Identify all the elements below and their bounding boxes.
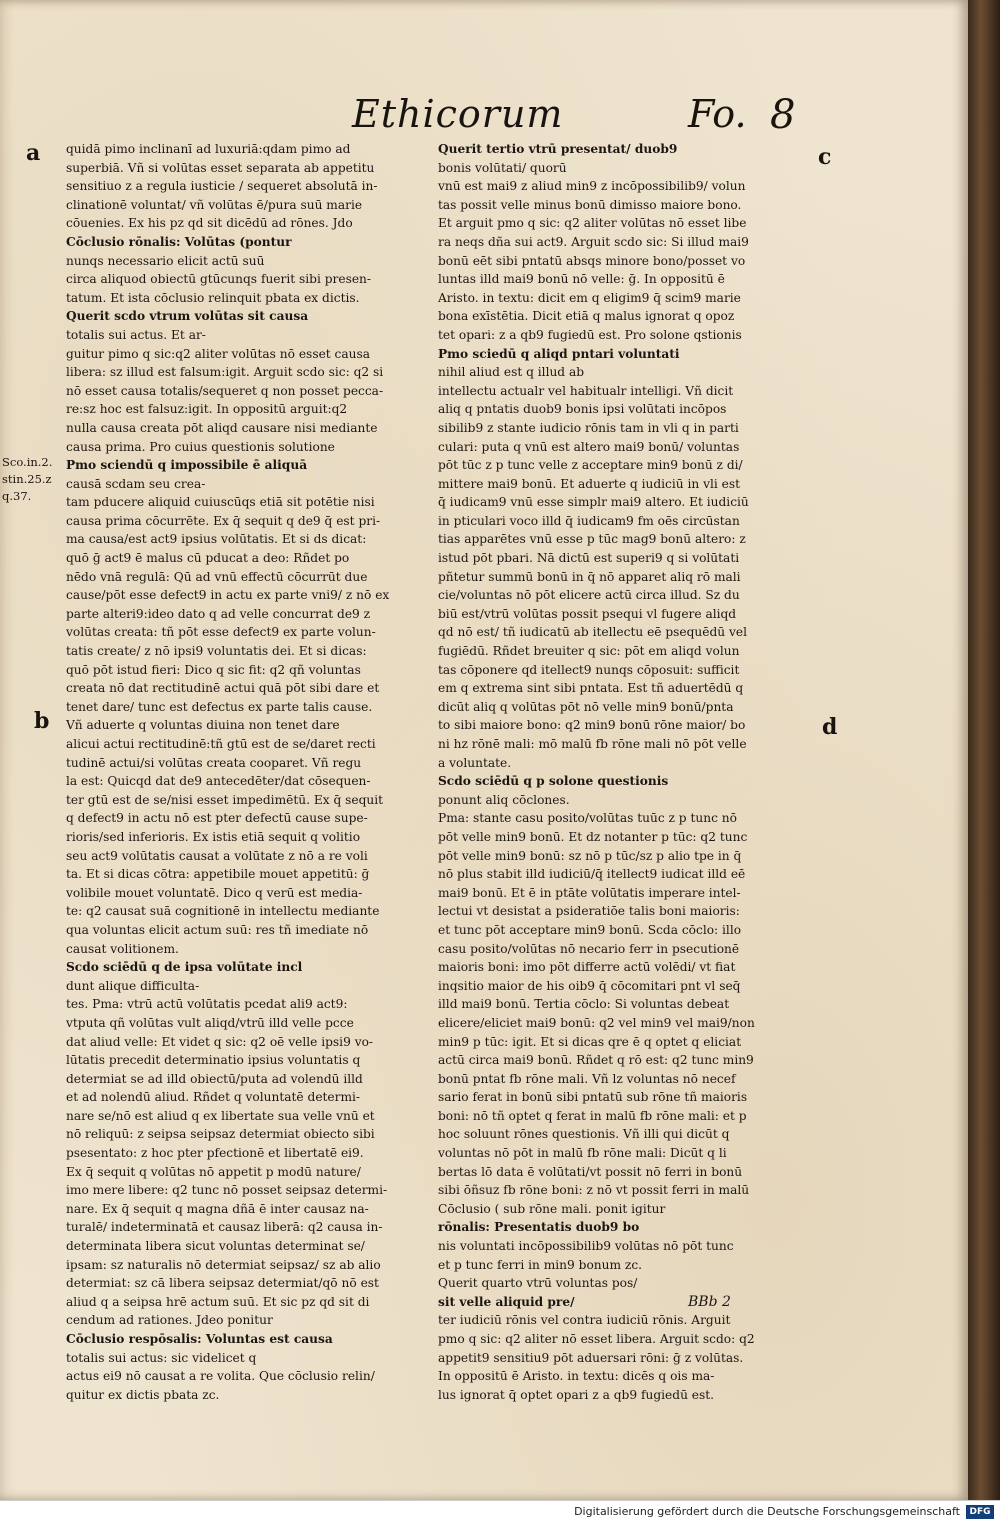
text-line: tenet dare/ tunc est defectus ex parte talis cause. <box>66 699 373 714</box>
text-line: alicui actui rectitudinē:tñ gtū est de se/daret recti <box>66 737 376 751</box>
text-line: quitur ex dictis pbata zc. <box>66 1387 220 1402</box>
text-line: ni hz rōnē mali: mō malū fb rōne mali nō pōt velle <box>438 737 747 751</box>
text-line: pōt velle min9 bonū. Et dz notanter p tūc: q2 tunc <box>438 829 748 844</box>
text-line: lus ignorat q̄ optet opari z a qb9 fugiedū est. <box>438 1387 715 1402</box>
text-line: pñtetur summū bonū in q̄ nō apparet aliq rō mali <box>438 569 741 584</box>
text-line: causat volitionem. <box>66 941 179 956</box>
text-line: nulla causa creata pōt aliqd causare nisi mediante <box>66 420 378 435</box>
text-line: sensitiuo z a regula iusticie / sequeret absolutā in- <box>66 179 378 194</box>
margin-note-line: stin.25.z <box>2 472 52 486</box>
text-line: Ex q̄ sequit q volūtas nō appetit p modū nature/ <box>66 1164 361 1179</box>
text-line: ter iudiciū rōnis vel contra iudiciū rōnis. Arguit <box>438 1313 731 1328</box>
text-line: et tunc pōt acceptare min9 bonū. Scda cōclo: illo <box>438 922 742 937</box>
text-line: tas possit velle minus bonū dimisso maiore bono. <box>438 197 742 212</box>
folio-number: 8 <box>770 92 796 138</box>
margin-note-line: Sco.in.2. <box>2 455 53 469</box>
text-line: vtputa qñ volūtas vult aliqd/vtrū illd velle pcce <box>66 1015 354 1030</box>
text-line: fugiēdū. Rñdet breuiter q sic: pōt em aliqd volun <box>438 644 740 659</box>
text-line: Querit scdo vtrum volūtas sit causa <box>66 309 309 324</box>
text-line: psesentato: z hoc pter pfectionē et libertatē ei9. <box>66 1146 364 1161</box>
text-line: totalis sui actus. Et ar- <box>66 327 206 342</box>
text-line: nēdo vnā regulā: Qū ad vnū effectū cōcurrūt due <box>66 569 368 584</box>
text-line: ipsam: sz naturalis nō determiat seipsaz/ sz ab alio <box>66 1257 381 1272</box>
text-line: Aristo. in textu: dicit em q eligim9 q̄ scim9 marie <box>438 290 741 305</box>
text-line: Cōclusio ( sub rōne mali. ponit igitur <box>438 1201 666 1216</box>
text-line: Querit tertio vtrū presentat/ duob9 <box>438 142 678 156</box>
text-line: mai9 bonū. Et ē in ptāte volūtatis imperare intel- <box>438 885 741 900</box>
text-line: determiat: sz cā libera seipsaz determiat/qō nō est <box>66 1276 379 1291</box>
text-line: ter gtū est de se/nisi esset impedimētū. Ex q̄ sequit <box>66 792 384 807</box>
text-line: totalis sui actus: sic videlicet q <box>66 1350 257 1365</box>
text-line: a voluntate. <box>438 755 512 770</box>
text-line: cōuenies. Ex his pz qd sit dicēdū ad rōnes. Jdo <box>66 216 353 231</box>
text-line: dat aliud velle: Et videt q sic: q2 oē velle ipsi9 vo- <box>66 1034 374 1049</box>
dfg-logo: DFG <box>966 1505 994 1519</box>
text-line: determiat se ad illd obiectū/puta ad volendū illd <box>66 1071 363 1086</box>
text-line: sibi ōñsuz fb rōne boni: z nō vt possit ferri in malū <box>438 1183 750 1198</box>
text-line: et p tunc ferri in min9 bonum zc. <box>438 1257 643 1272</box>
text-line: lūtatis precedit determinatio ipsius voluntatis q <box>66 1053 361 1068</box>
folio-label: Fo. <box>688 92 747 136</box>
text-line: intellectu actualr vel habitualr intelligi. Vñ dicit <box>438 383 734 398</box>
text-line: Pmo sciendū q impossibile ē aliquā <box>66 458 308 473</box>
running-head-title: Ethicorum <box>352 92 564 136</box>
margin-note <box>2 454 62 505</box>
text-line: nō esset causa totalis/sequeret q non posset pecca- <box>66 383 384 398</box>
text-line: bertas lō data ē volūtati/vt possit nō ferri in bonū <box>438 1164 743 1179</box>
text-line: voluntas nō pōt in malū fb rōne mali: Dicūt q li <box>438 1146 727 1161</box>
text-line: dunt alique difficulta- <box>66 978 200 993</box>
section-marker-c: c <box>818 144 832 170</box>
text-line: pōt velle min9 bonū: sz nō p tūc/sz p alio tpe in q̄ <box>438 848 742 863</box>
text-line: turalē/ indeterminatā et causaz liberā: q2 causa in- <box>66 1220 383 1235</box>
text-line: bonū eēt sibi pntatū absqs minore bono/posset vo <box>438 253 746 268</box>
text-line: in pticulari voco illd q̄ iudicam9 fm oēs circūstan <box>438 513 740 528</box>
text-line: Querit quarto vtrū voluntas pos/ <box>438 1276 638 1291</box>
text-line: ma causa/est act9 ipsius volūtatis. Et si ds dicat: <box>66 532 367 547</box>
text-line: q̄ iudicam9 vnū esse simplr mai9 altero. Et iudiciū <box>438 495 749 510</box>
text-line: qua voluntas elicit actum suū: res tñ imediate nō <box>66 922 369 937</box>
section-marker-b: b <box>34 708 50 734</box>
text-line: libera: sz illud est falsum:igit. Arguit scdo sic: q2 si <box>66 365 384 380</box>
footer-credit: Digitalisierung gefördert durch die Deutsche Forschungsgemeinschaft <box>574 1505 960 1518</box>
text-line: elicere/eliciet mai9 bonū: q2 vel min9 vel mai9/non <box>438 1015 755 1030</box>
text-line: inqsitio maior de his oib9 q̄ cōcomitari pnt vl seq̄ <box>438 978 741 993</box>
text-line: maioris boni: imo pōt differre actū volēdi/ vt fiat <box>438 960 736 975</box>
margin-note-line: q.37. <box>2 489 32 503</box>
text-line: bonis volūtati/ quorū <box>438 160 567 175</box>
text-line: imo mere libere: q2 tunc nō posset seipsaz determi- <box>66 1183 388 1198</box>
text-line: em q extrema sint sibi pntata. Est tñ aduertēdū q <box>438 681 744 696</box>
text-line: causā scdam seu crea- <box>66 476 206 491</box>
text-line: Vñ aduerte q voluntas diuina non tenet dare <box>66 718 340 733</box>
text-line: volibile mouet voluntatē. Dico q verū est media- <box>66 885 363 900</box>
text-line: ta. Et si dicas cōtra: appetibile mouet appetitū: ḡ <box>66 867 370 882</box>
text-line: illd mai9 bonū. Tertia cōclo: Si voluntas debeat <box>438 997 730 1012</box>
text-line: ponunt aliq cōclones. <box>438 792 570 807</box>
left-text-column <box>66 140 434 1404</box>
text-line: quidā pimo inclinanī ad luxuriā:qdam pimo ad <box>66 142 351 156</box>
text-line: bona exīstētia. Dicit etiā q malus ignorat q opoz <box>438 309 735 324</box>
text-line: Et arguit pmo q sic: q2 aliter volūtas nō esset libe <box>438 216 747 231</box>
text-line: nare. Ex q̄ sequit q magna dñā ē inter causaz na- <box>66 1201 369 1216</box>
text-line: tas cōponere qd itellect9 nunqs cōposuit: sufficit <box>438 662 740 677</box>
text-line: volūtas creata: tñ pōt esse defect9 ex parte volun- <box>66 625 376 640</box>
text-line: nihil aliud est q illud ab <box>438 365 585 380</box>
text-line: Scdo sciēdū q de ipsa volūtate incl <box>66 960 303 975</box>
text-line: aliq q pntatis duob9 bonis ipsi volūtati incōpos <box>438 402 727 417</box>
text-line: nis voluntati incōpossibilib9 volūtas nō pōt tunc <box>438 1239 734 1254</box>
text-line: aliud q a seipsa hrē actum suū. Et sic pz qd sit di <box>66 1294 370 1309</box>
text-line: tam pducere aliquid cuiuscūqs etiā sit potētie nisi <box>66 495 375 510</box>
signature-mark: BBb 2 <box>688 1294 731 1310</box>
text-line: Cōclusio rōnalis: Volūtas (pontur <box>66 234 292 249</box>
right-text-column <box>438 140 802 1404</box>
text-line: sit velle aliquid pre/ <box>438 1294 575 1309</box>
text-line: to sibi maiore bono: q2 min9 bonū rōne maior/ bo <box>438 718 746 733</box>
text-line: te: q2 causat suā cognitionē in intellectu mediante <box>66 904 380 919</box>
text-line: causa prima cōcurrēte. Ex q̄ sequit q de9 q̄ est pri- <box>66 513 381 528</box>
text-line: clinationē voluntat/ vñ volūtas ē/pura suū marie <box>66 197 363 212</box>
text-line: nō plus stabit illd iudiciū/q̄ itellect9 iudicat illd eē <box>438 867 746 882</box>
text-line: biū est/vtrū volūtas possit psequi vl fugere aliqd <box>438 606 737 621</box>
text-line: cause/pōt esse defect9 in actu ex parte vni9/ z nō ex <box>66 588 390 603</box>
text-line: nare se/nō est aliud q ex libertate sua velle vnū et <box>66 1108 375 1123</box>
text-line: tatis create/ z nō ipsi9 voluntatis dei. Et si dicas: <box>66 644 367 659</box>
text-line: Pmo sciedū q aliqd pntari voluntati <box>438 346 680 361</box>
text-line: rōnalis: Presentatis duob9 bo <box>438 1220 640 1235</box>
text-line: sario ferat in bonū sibi pntatū sub rōne tñ maioris <box>438 1090 748 1105</box>
text-line: determinata libera sicut voluntas determinat se/ <box>66 1239 365 1254</box>
text-line: tatum. Et ista cōclusio relinquit pbata ex dictis. <box>66 290 360 305</box>
digitization-footer <box>0 1500 1000 1524</box>
text-line: Pma: stante casu posito/volūtas tuūc z p tunc nō <box>438 811 737 826</box>
text-line: tet opari: z a qb9 fugiedū est. Pro solone qstionis <box>438 327 742 342</box>
text-line: quō ḡ act9 ē malus cū pducat a deo: Rñdet po <box>66 551 350 566</box>
text-line: lectui vt desistat a psideratiōe talis boni maioris: <box>438 904 740 919</box>
text-line: rioris/sed inferioris. Ex istis etiā sequit q volitio <box>66 829 361 844</box>
text-line: tudinē actui/si volūtas creata cooparet. Vñ regu <box>66 755 362 770</box>
text-line: luntas illd mai9 bonū nō velle: ḡ. In oppositū ē <box>438 272 725 287</box>
book-spine <box>968 0 1000 1500</box>
section-marker-a: a <box>26 140 41 166</box>
text-line: istud pōt pbari. Nā dictū est superi9 q si volūtati <box>438 551 740 566</box>
text-line: seu act9 volūtatis causat a volūtate z nō a re voli <box>66 848 368 863</box>
text-line: re:sz hoc est falsuz:igit. In oppositū arguit:q2 <box>66 402 348 417</box>
text-line: mittere mai9 bonū. Et aduerte q iudiciū in vli est <box>438 476 741 491</box>
text-line: guitur pimo q sic:q2 aliter volūtas nō esset causa <box>66 346 371 361</box>
text-line: vnū est mai9 z aliud min9 z incōpossibilib9/ volun <box>438 179 746 194</box>
text-line: culari: puta q vnū est altero mai9 bonū/ voluntas <box>438 439 740 454</box>
text-line: circa aliquod obiectū gtūcunqs fuerit sibi presen- <box>66 272 372 287</box>
text-line: ra neqs dña sui act9. Arguit scdo sic: Si illud mai9 <box>438 234 749 249</box>
text-line: tias apparētes vnū esse p tūc mag9 bonū altero: z <box>438 532 746 547</box>
text-line: pōt tūc z p tunc velle z acceptare min9 bonū z di/ <box>438 458 743 473</box>
text-line: cie/voluntas nō pōt elicere actū circa illud. Sz du <box>438 588 740 603</box>
text-line: casu posito/volūtas nō necario ferr in psecutionē <box>438 941 740 956</box>
text-line: pmo q sic: q2 aliter nō esset libera. Arguit scdo: q2 <box>438 1332 755 1346</box>
text-line: cendum ad rationes. Jdeo ponitur <box>66 1313 273 1328</box>
text-line: causa prima. Pro cuius questionis solutione <box>66 439 335 454</box>
text-line: q defect9 in actu nō est pter defectū cause supe- <box>66 811 368 826</box>
text-line: actus ei9 nō causat a re volita. Que cōclusio relin/ <box>66 1369 375 1384</box>
text-line: min9 p tūc: igit. Et si dicas qre ē q optet q eliciat <box>438 1034 742 1049</box>
text-line: Scdo sciēdū q p solone questionis <box>438 774 669 789</box>
text-line: appetit9 sensitiu9 pōt aduersari rōni: ḡ z volūtas. <box>438 1350 744 1365</box>
text-line: la est: Quicqd dat de9 antecedēter/dat cōsequen- <box>66 774 371 789</box>
text-line: tes. Pma: vtrū actū volūtatis pcedat ali9 act9: <box>66 997 348 1012</box>
text-line: Cōclusio respōsalis: Voluntas est causa <box>66 1332 333 1346</box>
text-line: hoc soluunt rōnes questionis. Vñ illi qui dicūt q <box>438 1127 730 1142</box>
text-line: qd nō est/ tñ iudicatū ab itellectu eē psequēdū vel <box>438 625 748 640</box>
text-line: sibilib9 z stante iudicio rōnis tam in vli q in parti <box>438 420 739 435</box>
section-marker-d: d <box>822 714 838 740</box>
text-line: actū circa mai9 bonū. Rñdet q rō est: q2 tunc min9 <box>438 1053 754 1068</box>
text-line: quō pōt istud fieri: Dico q sic fit: q2 qñ voluntas <box>66 662 361 677</box>
text-line: parte alteri9:ideo dato q ad velle concurrat de9 z <box>66 606 371 621</box>
text-line: nō reliquū: z seipsa seipsaz determiat obiecto sibi <box>66 1127 375 1142</box>
text-line: In oppositū ē Aristo. in textu: dicēs q ois ma- <box>438 1369 715 1384</box>
text-line: boni: nō tñ optet q ferat in malū fb rōne mali: et p <box>438 1108 747 1123</box>
text-line: bonū pntat fb rōne mali. Vñ lz voluntas nō necef <box>438 1071 736 1086</box>
text-line: dicūt aliq q volūtas pōt nō velle min9 bonū/pnta <box>438 699 734 714</box>
text-line: et ad nolendū aliud. Rñdet q voluntatē determi- <box>66 1090 361 1105</box>
text-line: creata nō dat rectitudinē actui quā pōt sibi dare et <box>66 681 380 696</box>
text-line: nunqs necessario elicit actū suū <box>66 253 265 268</box>
text-line: superbiā. Vñ si volūtas esset separata ab appetitu <box>66 160 375 175</box>
